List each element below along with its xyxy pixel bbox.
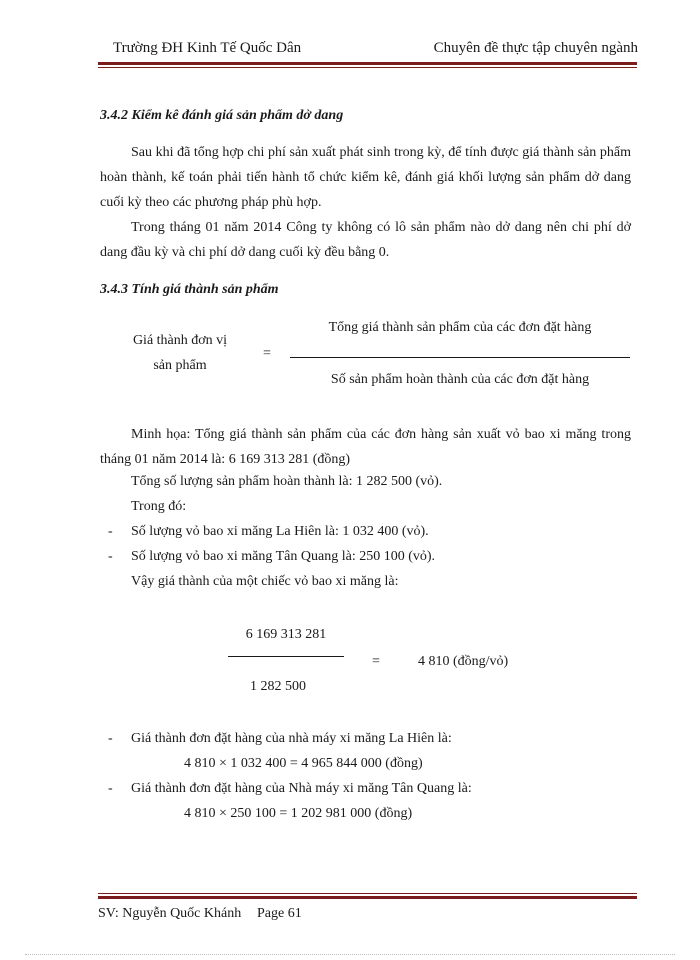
header-school: Trường ĐH Kinh Tế Quốc Dân bbox=[113, 40, 302, 56]
bullet-mark: - bbox=[108, 524, 113, 539]
section-343-title: 3.4.3 Tính giá thành sản phẩm bbox=[100, 282, 279, 297]
bullet-mark: - bbox=[108, 549, 113, 564]
footer-rule-thick bbox=[98, 896, 637, 899]
tan-quang-price-label: Giá thành đơn đặt hàng của Nhà máy xi măng Tân Quang là: bbox=[131, 781, 472, 796]
illustration-text: Minh họa: Tổng giá thành sản phẩm của các đơn hàng sản xuất vỏ bao xi măng trong tháng 01 năm 2014 là: 6 169 313 281 (đồng) bbox=[100, 427, 631, 467]
header-topic: Chuyên đề thực tập chuyên ngành bbox=[433, 40, 638, 56]
conclusion-text: Vậy giá thành của một chiếc vỏ bao xi măng là: bbox=[131, 574, 399, 589]
section-342-title: 3.4.2 Kiểm kê đánh giá sản phẩm dở dang bbox=[100, 108, 344, 123]
formula-equals: = bbox=[263, 346, 271, 361]
calc-equals: = bbox=[372, 654, 380, 669]
bullet-mark: - bbox=[108, 731, 113, 746]
footer-page-number: Page 61 bbox=[257, 906, 302, 921]
calc-denominator: 1 282 500 bbox=[250, 679, 306, 694]
total-qty-text: Tổng số lượng sản phẩm hoàn thành là: 1 282 500 (vỏ). bbox=[131, 474, 443, 489]
section-342-para2: Trong tháng 01 năm 2014 Công ty không có lô sản phẩm nào dở dang nên chi phí dở dang đầu kỳ và chi phí dở dang cuối kỳ đều bằng 0. bbox=[100, 220, 631, 260]
formula-denominator: Số sản phẩm hoàn thành của các đơn đặt hàng bbox=[330, 372, 590, 387]
la-hien-price-calc: 4 810 × 1 032 400 = 4 965 844 000 (đồng) bbox=[184, 756, 423, 771]
la-hien-price-label: Giá thành đơn đặt hàng của nhà máy xi măng La Hiên là: bbox=[131, 731, 452, 746]
section-342-para1: Sau khi đã tổng hợp chi phí sản xuất phát sinh trong kỳ, để tính được giá thành sản phẩm hoàn thành, kế toán phải tiến hành tổ chức kiểm kê, đánh giá khối lượng sản phẩm dở dang cuối kỳ theo các phương pháp phù hợp. bbox=[100, 145, 631, 210]
header-rule-thin bbox=[98, 67, 637, 68]
formula-fraction-bar bbox=[290, 357, 630, 358]
header-rule-thick bbox=[98, 62, 637, 65]
formula-lhs-line1: Giá thành đơn vị bbox=[132, 333, 228, 348]
footer-rule-thin bbox=[98, 893, 637, 894]
tan-quang-price-calc: 4 810 × 250 100 = 1 202 981 000 (đồng) bbox=[184, 806, 413, 821]
tan-quang-qty-text: Số lượng vỏ bao xi măng Tân Quang là: 250 100 (vỏ). bbox=[131, 549, 436, 564]
page-bottom-dotted-rule bbox=[25, 954, 675, 955]
formula-lhs-line2: sản phẩm bbox=[153, 358, 207, 373]
calc-numerator: 6 169 313 281 bbox=[245, 627, 327, 642]
calc-result: 4 810 (đồng/vỏ) bbox=[418, 654, 509, 669]
footer-student: SV: Nguyễn Quốc Khánh bbox=[98, 906, 242, 921]
bullet-mark: - bbox=[108, 781, 113, 796]
formula-numerator: Tổng giá thành sản phẩm của các đơn đặt hàng bbox=[328, 320, 592, 335]
in-which-text: Trong đó: bbox=[131, 499, 187, 514]
la-hien-qty-text: Số lượng vỏ bao xi măng La Hiên là: 1 032 400 (vỏ). bbox=[131, 524, 429, 539]
calc-fraction-bar bbox=[228, 656, 344, 657]
